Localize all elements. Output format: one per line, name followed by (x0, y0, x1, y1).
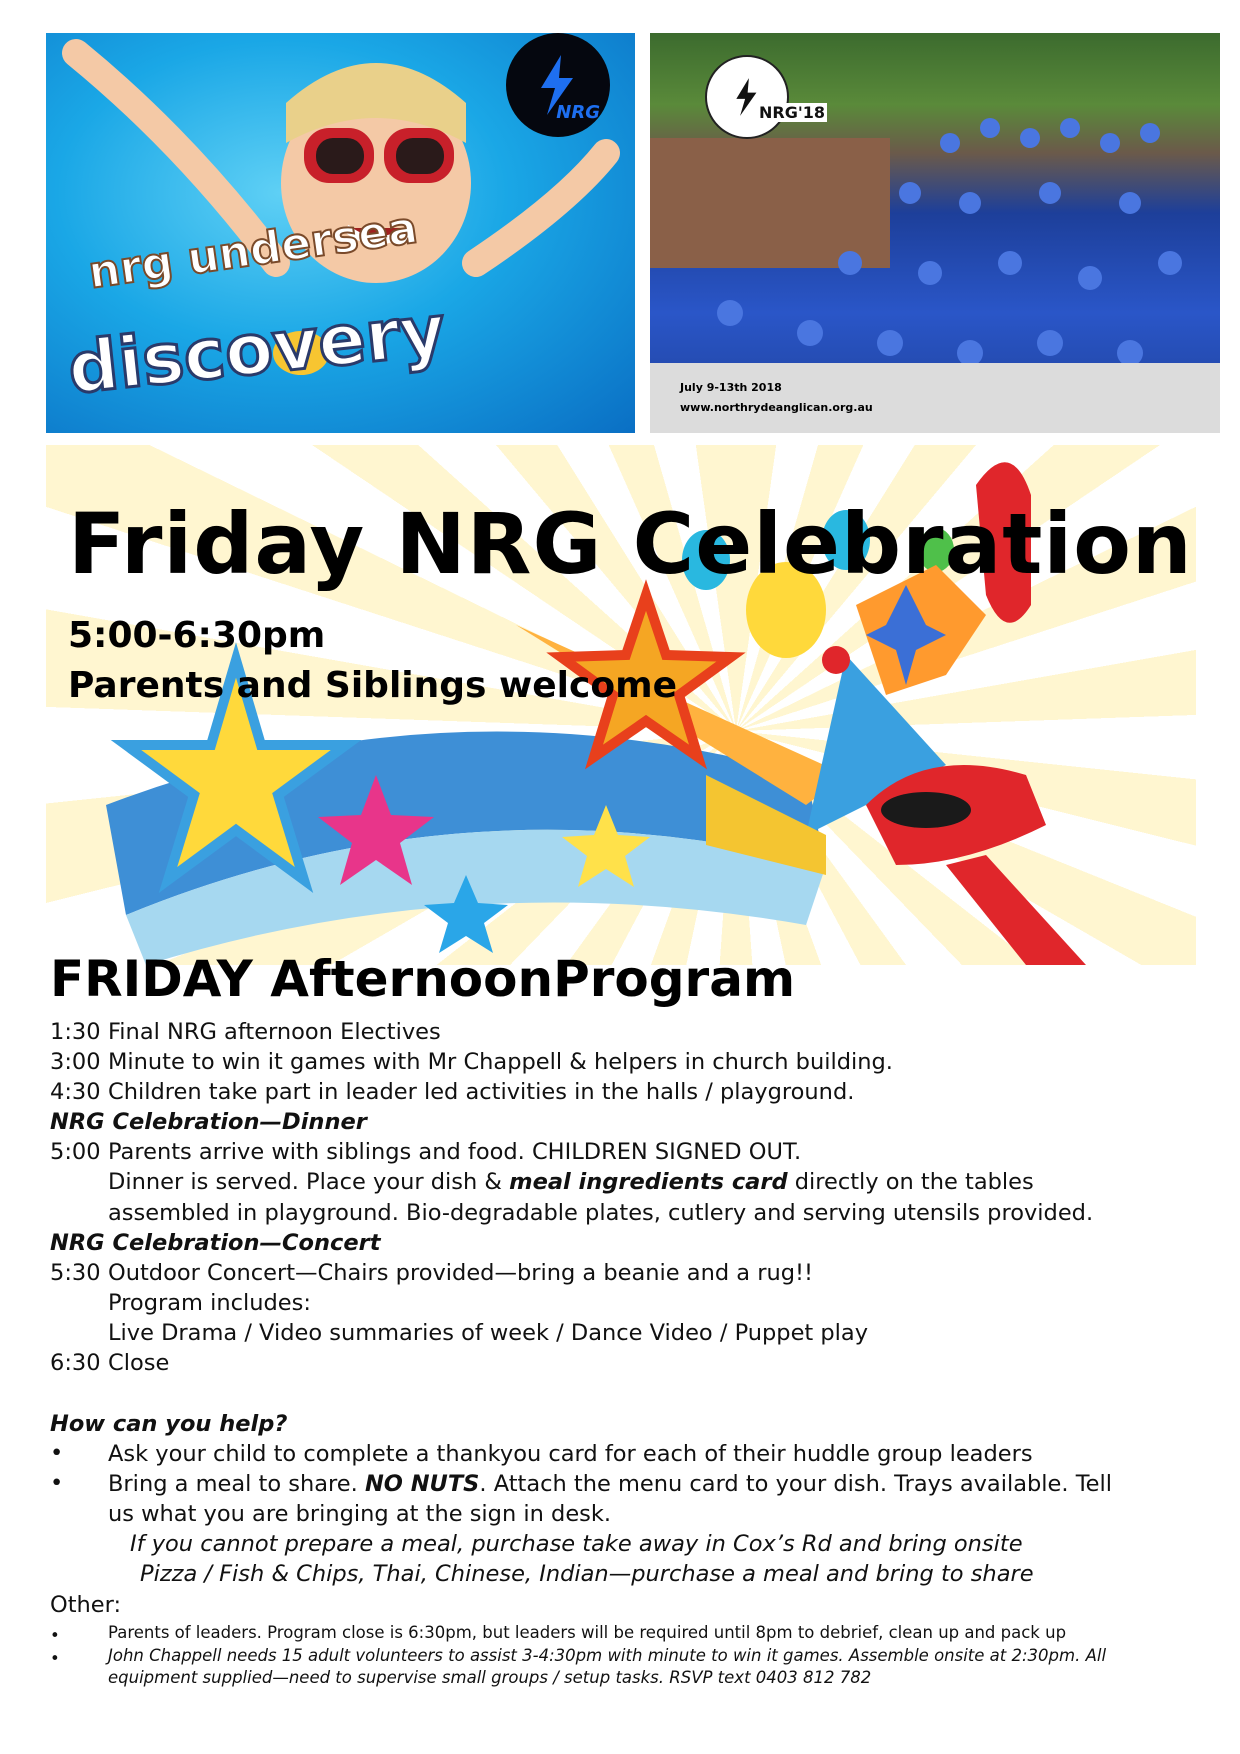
program-time: 5:30 (50, 1260, 101, 1286)
other-bullet1: Parents of leaders. Program close is 6:30pm, but leaders will be required until 8pm to debrief, clean up and pack up (108, 1623, 1067, 1642)
takeaway-options: Pizza / Fish & Chips, Thai, Chinese, Indian—purchase a meal and bring to share (140, 1561, 1034, 1587)
meal-card-emphasis: meal ingredients card (509, 1169, 788, 1195)
welcome-text: Parents and Siblings welcome (68, 665, 677, 706)
group-dates: July 9-13th 2018 (680, 381, 782, 394)
help-bullet2 (108, 1469, 1112, 1499)
other-bullet2-line1: John Chappell needs 15 adult volunteers to assist 3-4:30pm with minute to win it games. Assemble onsite at 2:30pm. All (108, 1646, 1107, 1665)
program-heading: FRIDAY AfternoonProgram (50, 950, 796, 1008)
help-heading: How can you help? (50, 1411, 288, 1437)
help-bullet: • (50, 1470, 64, 1496)
nrg-logo (506, 33, 610, 137)
concert-item (50, 1258, 813, 1288)
help-bullet2-line2: us what you are bringing at the sign in desk. (108, 1501, 612, 1527)
help-bullet2-c: . Attach the menu card to your dish. Trays available. Tell (479, 1471, 1112, 1497)
group-website: www.northrydeanglican.org.au (680, 401, 873, 414)
close-text: Close (108, 1350, 170, 1376)
program-time: 6:30 (50, 1350, 101, 1376)
other-bullet2-line2: equipment supplied—need to supervise small groups / setup tasks. RSVP text 0403 812 782 (108, 1668, 872, 1687)
help-bullet2-a: Bring a meal to share. (108, 1471, 365, 1497)
program-time: 4:30 (50, 1079, 101, 1105)
no-nuts-emphasis: NO NUTS (364, 1471, 480, 1497)
page-title: Friday NRG Celebration (68, 495, 1193, 593)
help-bullet: • (50, 1440, 64, 1466)
dinner-line2-a: Dinner is served. Place your dish & (108, 1169, 510, 1195)
program-text: Final NRG afternoon Electives (108, 1019, 441, 1045)
dinner-line3: assembled in playground. Bio-degradable plates, cutlery and serving utensils provided. (108, 1200, 1094, 1226)
other-heading: Other: (50, 1592, 122, 1618)
dinner-heading: NRG Celebration—Dinner (50, 1109, 367, 1135)
program-time: 1:30 (50, 1019, 101, 1045)
caption-line2: discovery (64, 288, 450, 410)
dinner-line2 (108, 1167, 1034, 1197)
dinner-line2-c: directly on the tables (787, 1169, 1034, 1195)
nrg18-logo-text: NRG'18 (759, 103, 826, 122)
program-item (50, 1077, 854, 1107)
takeaway-note: If you cannot prepare a meal, purchase take away in Cox’s Rd and bring onsite (130, 1531, 1023, 1557)
other-bullet: • (50, 1626, 60, 1645)
program-text: Minute to win it games with Mr Chappell & helpers in church building. (108, 1049, 893, 1075)
group-photo (650, 33, 1220, 433)
concert-heading: NRG Celebration—Concert (50, 1230, 381, 1256)
event-time: 5:00-6:30pm (68, 615, 326, 656)
program-time: 5:00 (50, 1139, 101, 1165)
program-item (50, 1017, 441, 1047)
concert-line1: Outdoor Concert—Chairs provided—bring a beanie and a rug!! (108, 1260, 814, 1286)
program-item (50, 1047, 893, 1077)
concert-line3: Live Drama / Video summaries of week / Dance Video / Puppet play (108, 1320, 869, 1346)
nrg-logo-text: NRG (556, 102, 600, 123)
nrg18-logo (705, 55, 826, 139)
dinner-item (50, 1137, 801, 1167)
other-bullet: • (50, 1649, 60, 1668)
help-bullet1: Ask your child to complete a thankyou card for each of their huddle group leaders (108, 1441, 1033, 1467)
program-text: Children take part in leader led activities in the halls / playground. (108, 1079, 855, 1105)
dinner-line1: Parents arrive with siblings and food. CHILDREN SIGNED OUT. (108, 1139, 802, 1165)
caption-line1: nrg undersea (85, 202, 421, 299)
program-time: 3:00 (50, 1049, 101, 1075)
close-item (50, 1348, 169, 1378)
undersea-photo (46, 33, 635, 433)
concert-line2: Program includes: (108, 1290, 311, 1316)
